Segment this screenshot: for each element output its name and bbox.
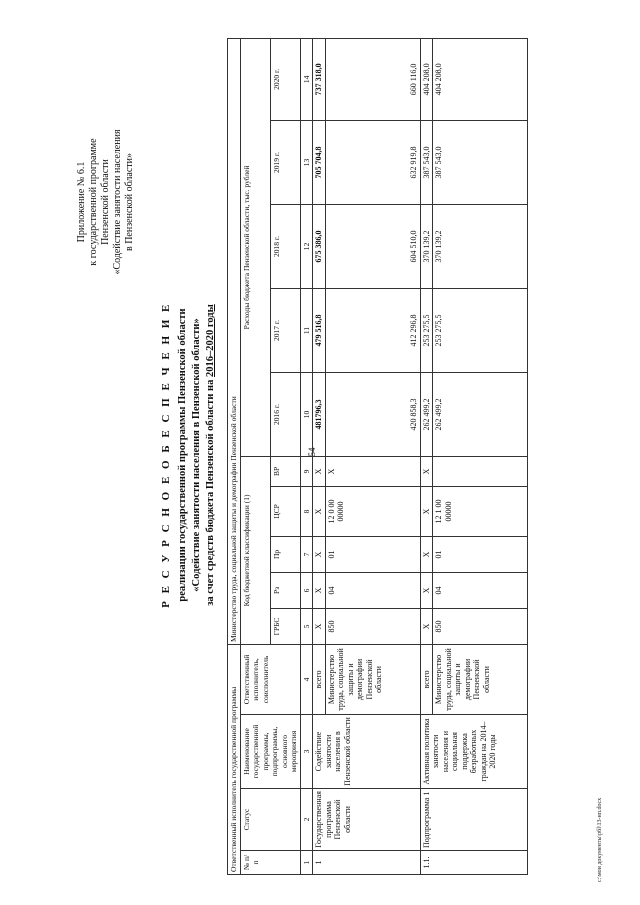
header-rz: Рз (270, 572, 300, 608)
colnum: 5 (300, 608, 313, 644)
page-number: 54 (307, 447, 317, 457)
header-executor: Ответственный исполнитель, соисполнитель (240, 644, 300, 714)
cell-grbs: 850 (325, 608, 420, 644)
colnum: 8 (300, 486, 313, 536)
header-code: Код бюджетной классификации (1) (240, 456, 270, 644)
cell-2018: 675 386,0 (313, 204, 326, 288)
table-row (313, 38, 326, 874)
colnum: 6 (300, 572, 313, 608)
header-csr: ЦСР (270, 486, 300, 536)
appendix-line-5: в Пензенской области» (124, 152, 135, 252)
cell-rz: Х (420, 572, 433, 608)
header-pr: Пр (270, 536, 300, 572)
title-years: 2016–2020 годы (205, 304, 216, 378)
row-status: Подпрограмма 1 (420, 789, 528, 851)
cell-vr (433, 456, 528, 486)
cell-2020: 737 318,0 (313, 38, 326, 120)
header-name: Наименование государственной программы, подпрограммы, основного мероприятия (240, 715, 300, 789)
appendix-line-4: «Содействие занятости населения (112, 129, 123, 275)
cell-2019: 387 543,0 (433, 120, 528, 204)
appendix-line-1: Приложение № 6.1 (76, 161, 87, 243)
cell-rz: 04 (325, 572, 420, 608)
cell-2017: 253 275,5 (420, 288, 433, 372)
cell-rz: 04 (433, 572, 528, 608)
row-status: Государственная программа Пензенской области (313, 789, 421, 851)
cell-csr: Х (313, 486, 326, 536)
cell-csr: Х (420, 486, 433, 536)
colnum: 12 (300, 204, 313, 288)
resource-table (227, 38, 528, 875)
cell-pr: 01 (325, 536, 420, 572)
row-name: Содействие занятости населения в Пензенской области (313, 715, 421, 789)
cell-2016: 262 499,2 (420, 372, 433, 456)
header-2017: 2017 г. (270, 288, 300, 372)
cell-2018: 604 510,0 (325, 204, 420, 288)
colnum: 13 (300, 120, 313, 204)
colnum: 2 (300, 789, 313, 851)
cell-pr: Х (313, 536, 326, 572)
colnum: 3 (300, 715, 313, 789)
cell-2019: 387 543,0 (420, 120, 433, 204)
header-vr: ВР (270, 456, 300, 486)
header-2019: 2019 г. (270, 120, 300, 204)
cell-2019: 632 919,8 (325, 120, 420, 204)
row-num: 1 (313, 851, 421, 875)
title-line-3: «Содействие занятости населения в Пензенской области» (191, 318, 202, 592)
appendix-line-2: к государственной программе (88, 138, 99, 266)
cell-grbs: Х (420, 608, 433, 644)
appendix-header (76, 87, 136, 317)
row-executor: Министерство труда, социальной защиты и демографии Пензенской области (433, 644, 528, 714)
cell-pr: Х (420, 536, 433, 572)
rotated-page-content (10, 15, 640, 895)
title-line-4-prefix: за счет средств бюджета Пензенской области на (205, 377, 216, 606)
row-num: 1.1. (420, 851, 528, 875)
header-2018: 2018 г. (270, 204, 300, 288)
responsible-label: Ответственный исполнитель государственной программы (228, 644, 241, 874)
table-row (420, 38, 433, 874)
appendix-line-3: Пензенской области (100, 159, 111, 245)
colnum: 4 (300, 644, 313, 714)
cell-2018: 370 139,2 (433, 204, 528, 288)
header-expenses: Расходы бюджета Пензенской области, тыс. рублей (240, 38, 270, 456)
header-2020: 2020 г. (270, 38, 300, 120)
colnum: 7 (300, 536, 313, 572)
cell-2016: 420 858,3 (325, 372, 420, 456)
colnum: 10 (300, 372, 313, 456)
footer-file-path: c:\мои документы\рбl\13-нп.docx (597, 797, 603, 883)
cell-csr: 12 0 00 00000 (325, 486, 420, 536)
cell-csr: 12 1 00 00000 (433, 486, 528, 536)
header-status: Статус (240, 789, 300, 851)
cell-grbs: Х (313, 608, 326, 644)
responsible-value: Министерство труда, социальной защиты и демографии Пензенской области (228, 38, 241, 644)
header-num: № п/п (240, 851, 300, 875)
column-number-row (300, 38, 313, 874)
cell-vr: Х (420, 456, 433, 486)
title-line-4 (204, 15, 217, 895)
document-title: Р Е С У Р С Н О Е О Б Е С П Е Ч Е Н И Е (160, 302, 172, 608)
cell-2017: 479 516,8 (313, 288, 326, 372)
colnum: 14 (300, 38, 313, 120)
colnum: 9 (300, 456, 313, 486)
header-grbs: ГРБС (270, 608, 300, 644)
cell-pr: 01 (433, 536, 528, 572)
cell-vr: Х (313, 456, 326, 486)
cell-2017: 253 275,5 (433, 288, 528, 372)
cell-2019: 705 704,8 (313, 120, 326, 204)
cell-grbs: 850 (433, 608, 528, 644)
header-2016: 2016 г. (270, 372, 300, 456)
row-executor: всего (313, 644, 326, 714)
row-executor: Министерство труда, социальной защиты и демографии Пензенской области (325, 644, 420, 714)
cell-2017: 412 296,8 (325, 288, 420, 372)
cell-rz: Х (313, 572, 326, 608)
cell-2016: 262 499,2 (433, 372, 528, 456)
row-name: Активная политика занятости населения и социальная поддержка безработных граждан на 2014–2020 годы (420, 715, 528, 789)
cell-2020: 660 116,0 (325, 38, 420, 120)
cell-vr: Х (325, 456, 420, 486)
cell-2020: 404 208,0 (433, 38, 528, 120)
colnum: 1 (300, 851, 313, 875)
cell-2018: 370 139,2 (420, 204, 433, 288)
colnum: 11 (300, 288, 313, 372)
title-line-2: реализации государственной программы Пензенской области (177, 308, 188, 602)
cell-2020: 404 208,0 (420, 38, 433, 120)
cell-2016: 481796,3 (313, 372, 326, 456)
row-executor: всего (420, 644, 433, 714)
